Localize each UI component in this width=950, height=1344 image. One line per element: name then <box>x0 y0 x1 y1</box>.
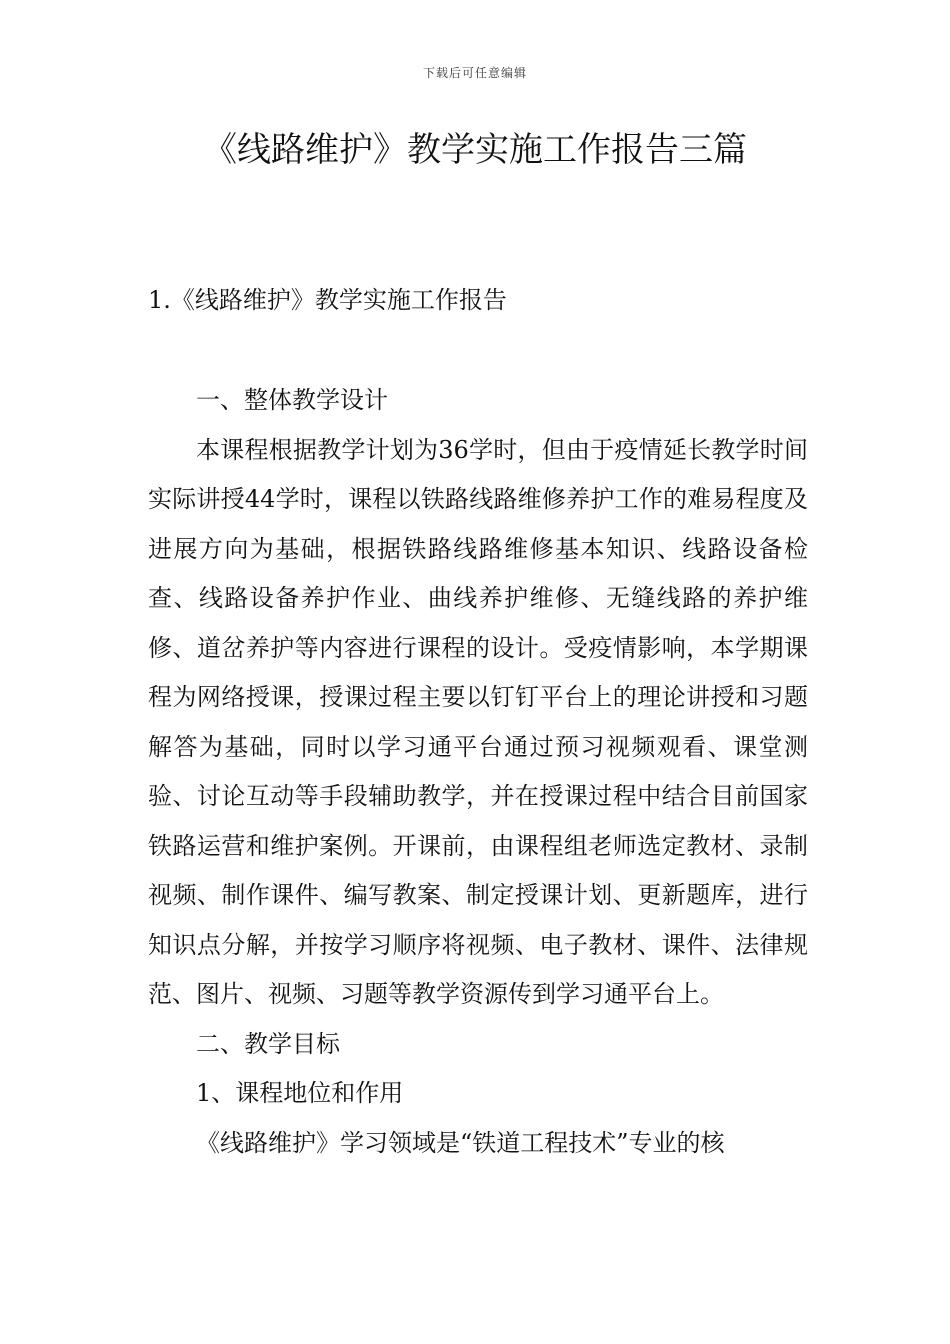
section-title: 1.《线路维护》教学实施工作报告 <box>148 286 507 314</box>
heading-overall-design: 一、整体教学设计 <box>196 386 388 414</box>
header-note: 下载后可任意编辑 <box>422 66 527 80</box>
document-body <box>148 376 808 1168</box>
heading-course-role: 1、课程地位和作用 <box>196 1079 404 1107</box>
paragraph-overall-design: 本课程根据教学计划为36学时，但由于疫情延长教学时间实际讲授44学时，课程以铁路线路维修养护工作的难易程度及进展方向为基础，根据铁路线路维修基本知识、线路设备检查、线路设备养护作业、曲线养护维修、无缝线路的养护维修、道岔养护等内容进行课程的设计。受疫情影响，本学期课程为网络授课，授课过程主要以钉钉平台上的理论讲授和习题解答为基础，同时以学习通平台通过预习视频观看、课堂测验、讨论互动等手段辅助教学，并在授课过程中结合目前国家铁路运营和维护案例。开课前，由课程组老师选定教材、录制视频、制作课件、编写教案、制定授课计划、更新题库，进行知识点分解，并按学习顺序将视频、电子教材、课件、法律规范、图片、视频、习题等教学资源传到学习通平台上。 <box>148 435 808 1008</box>
heading-teaching-goals: 二、教学目标 <box>196 1029 340 1058</box>
paragraph-course-role: 《线路维护》学习领域是“铁道工程技术”专业的核 <box>196 1128 725 1157</box>
document-title: 《线路维护》教学实施工作报告三篇 <box>203 130 747 170</box>
